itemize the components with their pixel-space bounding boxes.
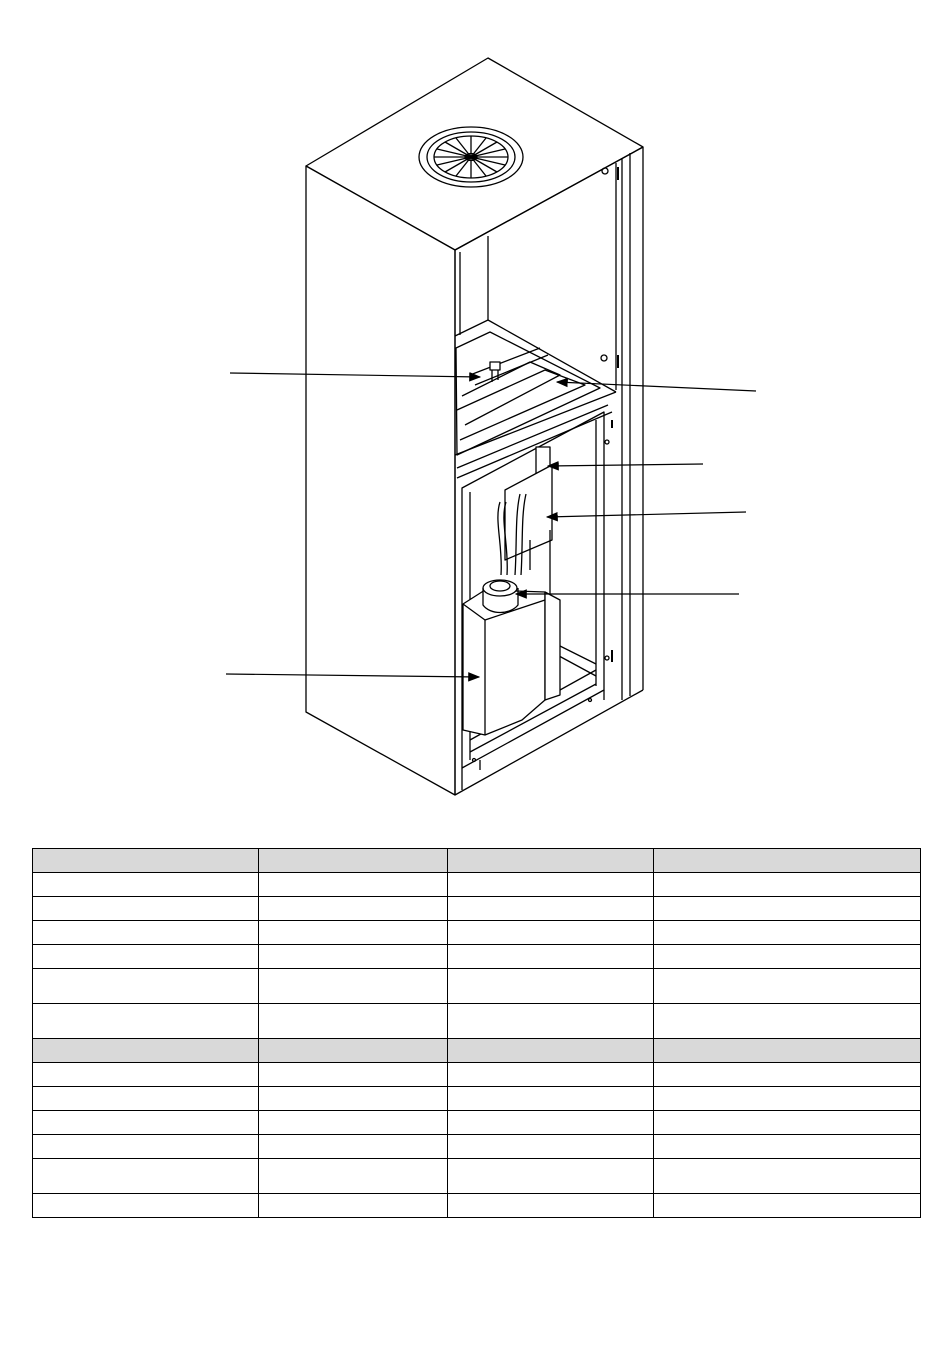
table-cell [448,1194,654,1218]
table-cell [259,1135,448,1159]
table-cell [448,969,654,1004]
table-cell [259,1194,448,1218]
table-cell [259,1159,448,1194]
table-cell [654,897,921,921]
table-cell [448,1063,654,1087]
table-cell [654,873,921,897]
table-cell [448,1039,654,1063]
table-cell [654,945,921,969]
callout-line-4 [547,512,746,517]
table-row [33,969,921,1004]
table-row [33,873,921,897]
table-row [33,1111,921,1135]
table-cell [654,1063,921,1087]
table-cell [654,1039,921,1063]
table-cell [33,1063,259,1087]
specification-table [32,848,921,1218]
table-cell [33,945,259,969]
water-canister [463,590,560,735]
callout-line-3 [548,464,703,466]
table-cell [33,1004,259,1039]
table-cell [654,1159,921,1194]
table-cell [654,1135,921,1159]
table-cell [654,969,921,1004]
control-box [505,447,552,600]
table-cell [259,849,448,873]
table-cell [448,897,654,921]
table-cell [33,1159,259,1194]
table-header-row [33,1039,921,1063]
table-row [33,897,921,921]
table-cell [33,897,259,921]
table-cell [33,1039,259,1063]
table-cell [448,1159,654,1194]
table-cell [259,945,448,969]
table-cell [654,921,921,945]
table-cell [33,1194,259,1218]
table-cell [448,1087,654,1111]
table-cell [448,1135,654,1159]
table-cell [259,921,448,945]
table-cell [259,1087,448,1111]
table-row [33,921,921,945]
table-cell [654,1194,921,1218]
table-cell [448,945,654,969]
top-vent-grille-icon [419,127,523,187]
table-cell [654,1087,921,1111]
table-cell [259,969,448,1004]
table-row [33,1194,921,1218]
table-cell [33,873,259,897]
table-row [33,1087,921,1111]
table-cell [448,849,654,873]
table-cell [448,873,654,897]
table-row [33,1135,921,1159]
table-cell [259,873,448,897]
table-cell [33,1087,259,1111]
table-cell [33,969,259,1004]
table-cell [259,1111,448,1135]
table-cell [259,1063,448,1087]
table-row [33,1159,921,1194]
table-cell [33,849,259,873]
table-cell [654,1004,921,1039]
cabinet-left-side-panel [306,166,455,795]
table-cell [448,921,654,945]
table-cell [259,1004,448,1039]
table-cell [33,1135,259,1159]
table-row [33,945,921,969]
table-cell [654,1111,921,1135]
table-header-row [33,849,921,873]
table-cell [448,1004,654,1039]
table-cell [448,1111,654,1135]
table-row [33,1063,921,1087]
table-cell [259,1039,448,1063]
table-cell [654,849,921,873]
table-cell [33,1111,259,1135]
table-row [33,1004,921,1039]
table-cell [259,897,448,921]
table-cell [33,921,259,945]
